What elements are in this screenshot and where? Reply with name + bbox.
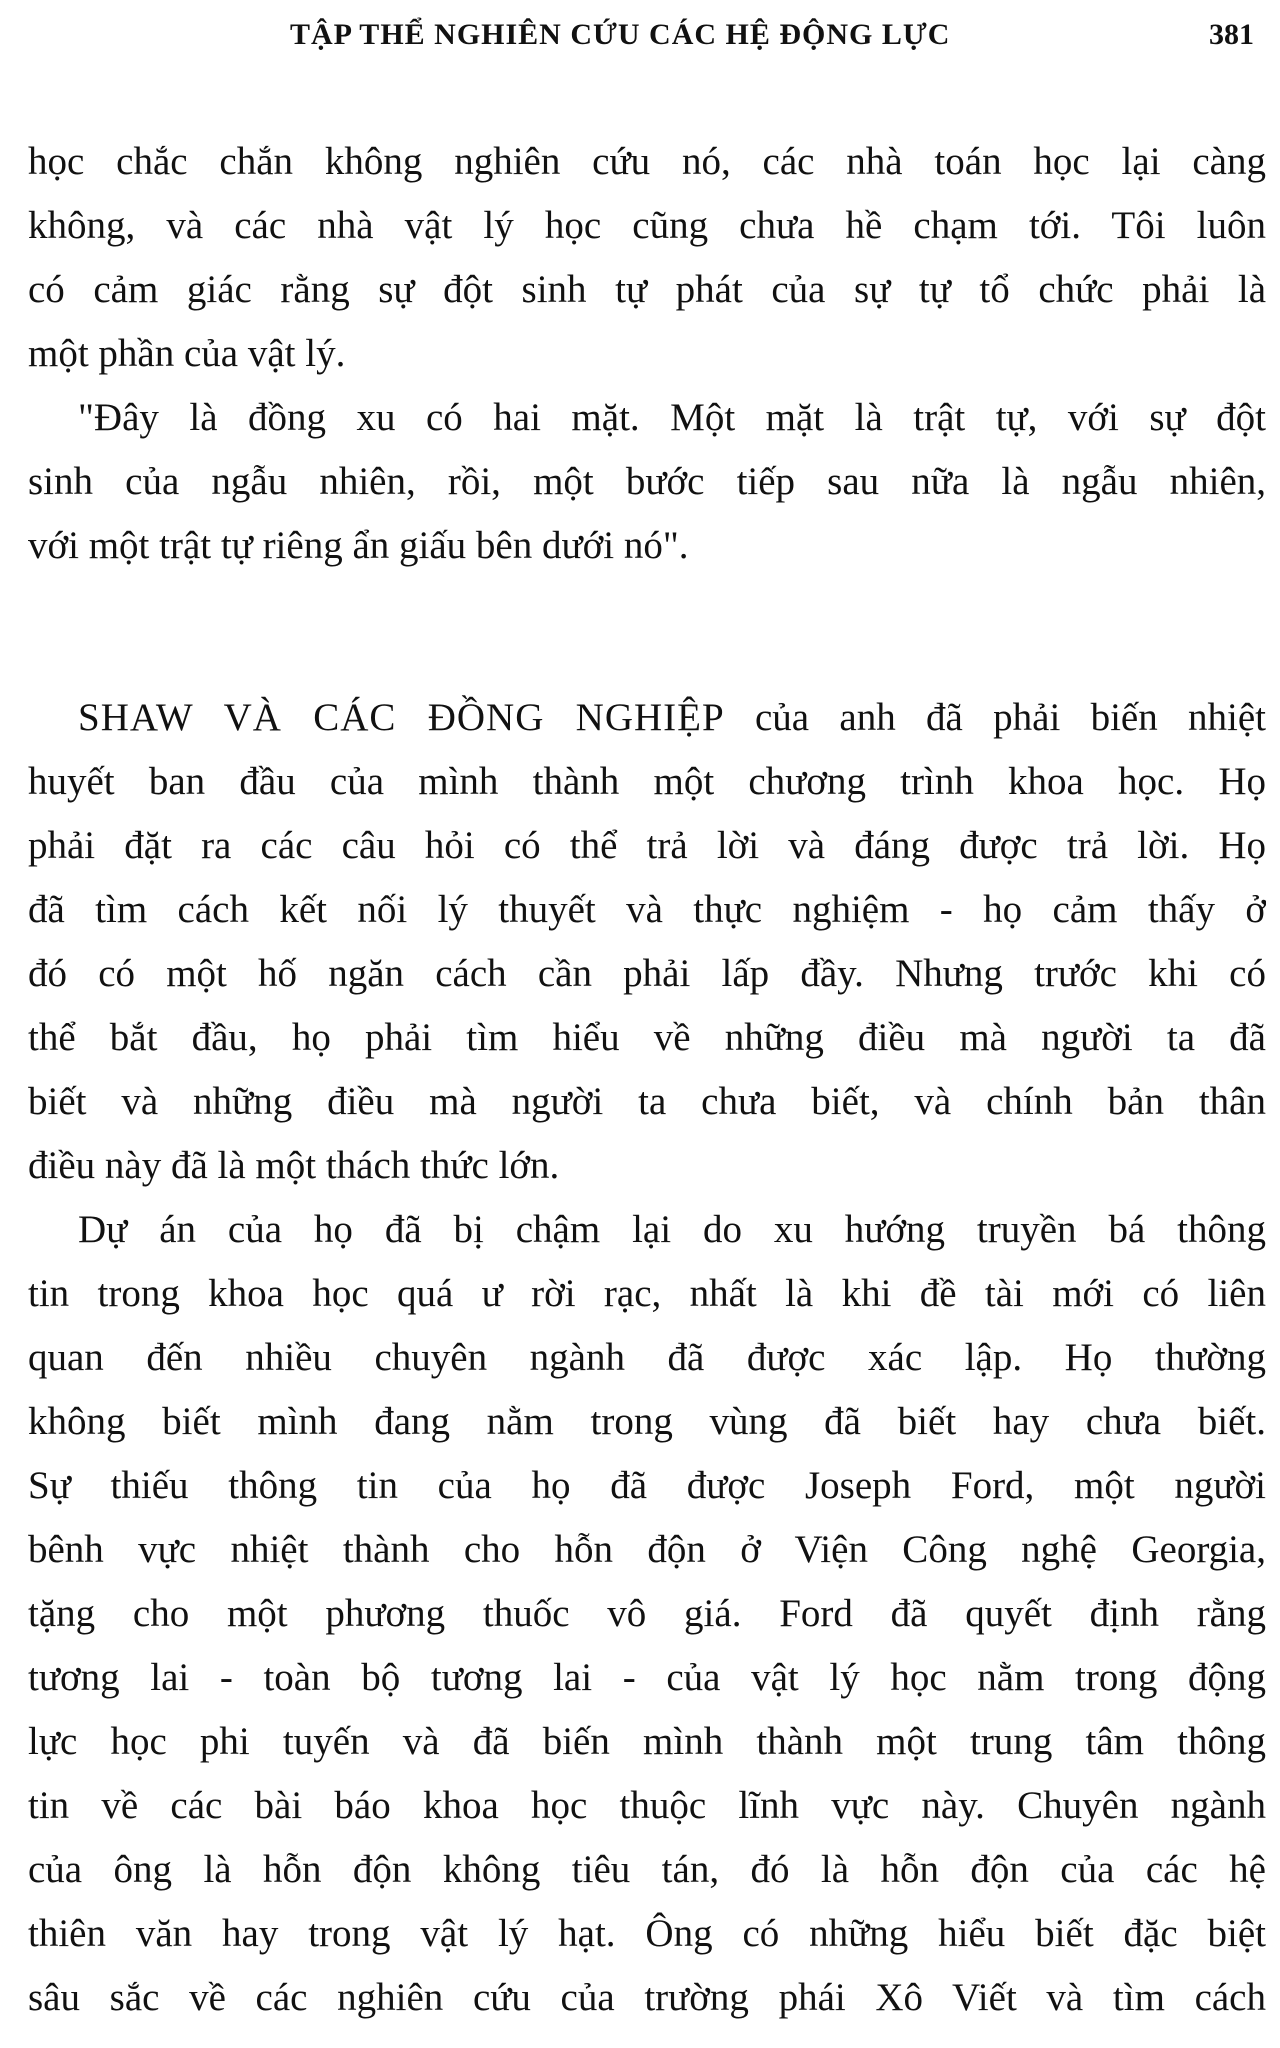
- text-line: có cảm giác rằng sự đột sinh tự phát của sự tự tổ chức phải là: [28, 268, 1266, 311]
- text-line: sâu sắc về các nghiên cứu của trường phái Xô Viết và tìm cách: [28, 1976, 1266, 2019]
- running-header: [0, 18, 1280, 58]
- paragraph-2: [28, 386, 1266, 578]
- running-title: TẬP THỂ NGHIÊN CỨU CÁC HỆ ĐỘNG LỰC: [290, 18, 951, 51]
- text-line: "Đây là đồng xu có hai mặt. Một mặt là trật tự, với sự đột: [78, 396, 1266, 439]
- text-line: [28, 686, 1266, 750]
- text-line: Sự thiếu thông tin của họ đã được Joseph Ford, một người: [28, 1464, 1266, 1507]
- text-line: không biết mình đang nằm trong vùng đã biết hay chưa biết.: [28, 1400, 1266, 1443]
- paragraph-3: [28, 686, 1266, 1198]
- page-number: 381: [1209, 18, 1254, 51]
- text-line: quan đến nhiều chuyên ngành đã được xác lập. Họ thường: [28, 1336, 1266, 1379]
- text-line: Dự án của họ đã bị chậm lại do xu hướng truyền bá thông: [78, 1208, 1266, 1251]
- text-line: phải đặt ra các câu hỏi có thể trả lời và đáng được trả lời. Họ: [28, 824, 1266, 867]
- section-a: [28, 130, 1266, 578]
- text-line: lực học phi tuyến và đã biến mình thành một trung tâm thông: [28, 1720, 1266, 1763]
- text-line: tương lai - toàn bộ tương lai - của vật lý học nằm trong động: [28, 1656, 1266, 1699]
- text-line: đó có một hố ngăn cách cần phải lấp đầy. Nhưng trước khi có: [28, 952, 1266, 995]
- text-fragment: của anh đã phải biến nhiệt: [755, 696, 1266, 739]
- text-line: thiên văn hay trong vật lý hạt. Ông có những hiểu biết đặc biệt: [28, 1912, 1266, 1955]
- text-line: biết và những điều mà người ta chưa biết, và chính bản thân: [28, 1080, 1266, 1123]
- text-line: của ông là hỗn độn không tiêu tán, đó là hỗn độn của các hệ: [28, 1848, 1266, 1891]
- paragraph-4: [28, 1198, 1266, 2030]
- text-line: bênh vực nhiệt thành cho hỗn độn ở Viện Công nghệ Georgia,: [28, 1528, 1266, 1571]
- text-line: đã tìm cách kết nối lý thuyết và thực nghiệm - họ cảm thấy ở: [28, 888, 1266, 931]
- section-b: [28, 686, 1266, 2030]
- text-line: một phần của vật lý.: [28, 332, 346, 375]
- text-line: thể bắt đầu, họ phải tìm hiểu về những điều mà người ta đã: [28, 1016, 1266, 1059]
- paragraph-1: [28, 130, 1266, 386]
- text-line: huyết ban đầu của mình thành một chương trình khoa học. Họ: [28, 760, 1266, 803]
- text-line: tin trong khoa học quá ư rời rạc, nhất là khi đề tài mới có liên: [28, 1272, 1266, 1315]
- text-line: sinh của ngẫu nhiên, rồi, một bước tiếp sau nữa là ngẫu nhiên,: [28, 460, 1266, 503]
- text-line: với một trật tự riêng ẩn giấu bên dưới nó".: [28, 524, 689, 567]
- text-line: không, và các nhà vật lý học cũng chưa hề chạm tới. Tôi luôn: [28, 204, 1266, 247]
- text-line: tặng cho một phương thuốc vô giá. Ford đã quyết định rằng: [28, 1592, 1266, 1635]
- text-line: học chắc chắn không nghiên cứu nó, các nhà toán học lại càng: [28, 140, 1266, 183]
- text-line: điều này đã là một thách thức lớn.: [28, 1144, 560, 1187]
- section-lead-in: SHAW VÀ CÁC ĐỒNG NGHIỆP: [78, 696, 725, 739]
- text-line: tin về các bài báo khoa học thuộc lĩnh vực này. Chuyên ngành: [28, 1784, 1266, 1827]
